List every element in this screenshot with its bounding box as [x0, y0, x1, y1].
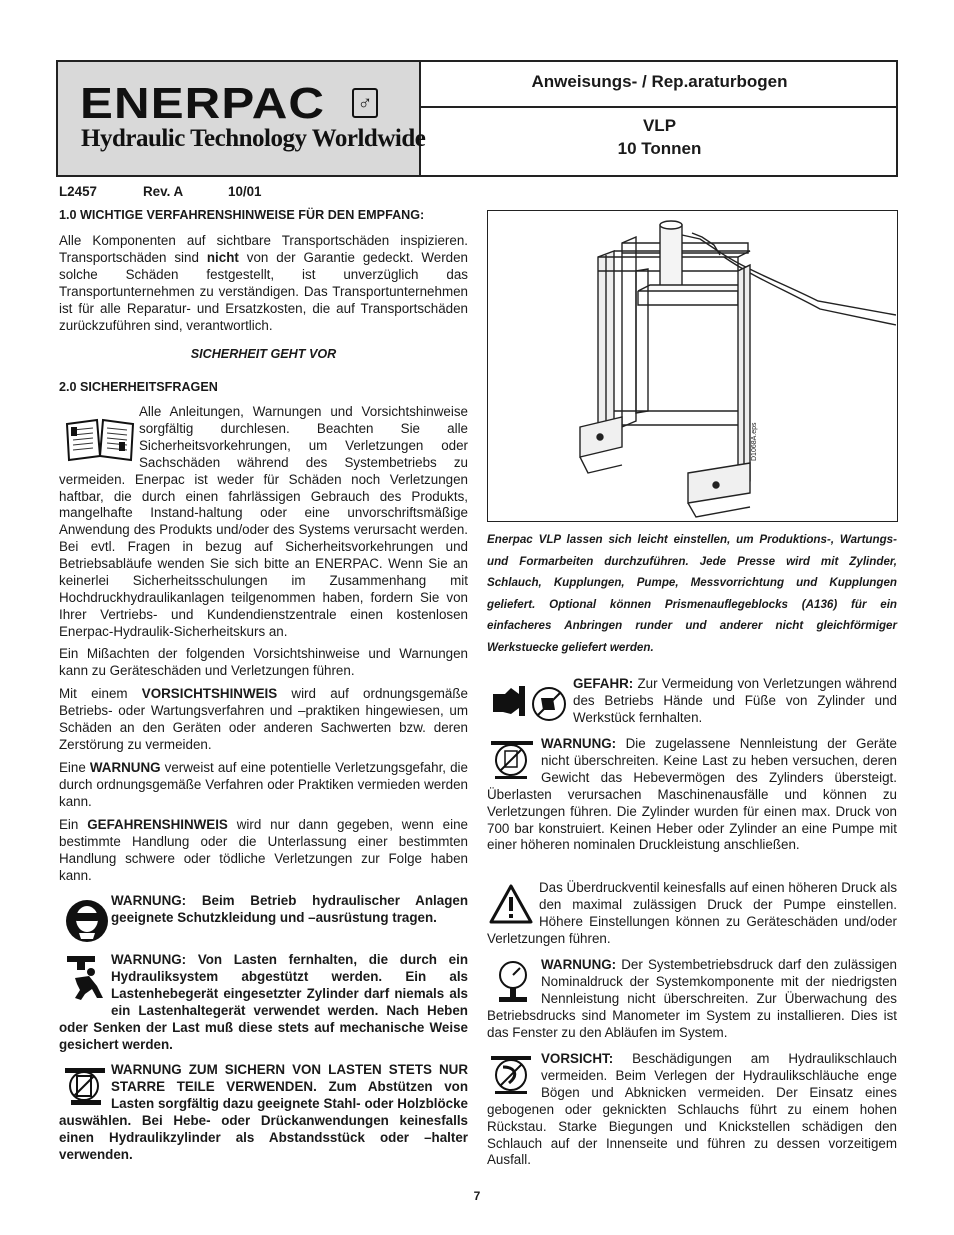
warning-triangle-icon — [487, 880, 539, 926]
section2-paragraph-4 — [59, 760, 468, 811]
section2-paragraph-3 — [59, 686, 468, 754]
warning-label: WARNUNG: — [541, 957, 617, 972]
text-run: wird nur dann gegeben, wenn eine bestimmte Handlung oder die Unterlassung einer bestimmten Handlung schwere oder tödliche Verletzungen zur Folge haben kann. — [59, 817, 468, 883]
pressure-gauge-icon — [487, 957, 541, 1005]
overload-icon — [487, 736, 541, 782]
text-emphasis: WARNUNG — [89, 760, 161, 775]
text-run: Eine — [59, 760, 90, 775]
warning-label: WARNUNG ZUM SICHERN VON LASTEN STETS NUR STARRE TEILE VERWENDEN. — [111, 1062, 468, 1094]
product-figure — [487, 210, 898, 522]
model-name: VLP — [642, 116, 677, 135]
text-run: wird auf ordnungsgemäße Betriebs- oder Wartungsverfahren und –praktiken hingewiesen, um Schäden an den Geräten oder anderen Sachwerten bzw. deren Zerstörung zu vermeiden. — [59, 686, 468, 752]
safety-first-banner: SICHERHEIT GEHT VOR — [190, 347, 337, 361]
warning-keep-away-loads — [59, 952, 468, 1053]
doc-date: 10/01 — [228, 184, 262, 199]
warning-protective-gear — [59, 893, 468, 943]
section2-paragraph-2: Ein Mißachten der folgenden Vorsichtshinweise und Warnungen kann zu Geräteschäden und Verletzungen führen. — [59, 646, 468, 678]
header-divider — [421, 106, 898, 108]
document-title: Anweisungs- / Rep.araturbogen — [531, 72, 788, 91]
section2-intro — [59, 404, 468, 641]
warning-text: Die zugelassene Nennleistung der Geräte nicht überschreiten. Keine Last zu heben versuchen, deren Gewicht das Hebevermögen des Zylinders übersteigt. Überlasten verursachen Maschinenausfälle und können zu Verletzungen führen. Die Zylinder wurden für einen max. Druck von 700 bar konstruiert. Keinen Heber oder Zylinder an eine Pumpe mit einer höheren nominalen Druckleistung anschließen. — [487, 736, 897, 853]
model-block — [421, 114, 898, 160]
figure-file-label: D1068A.eps — [751, 422, 758, 461]
text-run: verweist auf eine potentielle Verletzungsgefahr, die durch ordnungsgemäße Verfahren oder Praktiken vermieden werden kann. — [59, 760, 468, 809]
warning-label: WARNUNG: — [111, 893, 187, 908]
text-emphasis: VORSICHTSHINWEIS — [141, 686, 278, 701]
hand-crush-icon — [487, 676, 573, 726]
page-number: 7 — [473, 1189, 481, 1203]
manual-book-icon — [59, 404, 139, 464]
doc-id: L2457 — [59, 184, 97, 199]
section1-paragraph — [59, 233, 468, 334]
caution-hydraulic-hose — [487, 1051, 897, 1169]
warning-text: Zur Vermeidung von Verletzungen während des Betriebs Hände und Füße von Zylinder und Werkstück fernhalten. — [573, 676, 897, 725]
section2-paragraph-5 — [59, 817, 468, 885]
vlp-press-illustration — [488, 211, 896, 520]
section1-heading: 1.0 WICHTIGE VERFAHRENSHINWEISE FÜR DEN EMPFANG: — [59, 208, 425, 222]
doc-revision: Rev. A — [143, 184, 184, 199]
text-emphasis: GEFAHRENSHINWEIS — [87, 817, 228, 832]
warning-label: VORSICHT: — [541, 1051, 614, 1066]
warning-system-pressure — [487, 957, 897, 1042]
no-cylinder-support-icon — [59, 1062, 111, 1108]
figure-caption: Enerpac VLP lassen sich leicht einstellen, um Produktions-, Wartungs- und Formarbeiten durchzuführen. Jede Presse wird mit Zylinder, Schlauch, Kupplungen, Pumpe, Messvorrichtung und Kupplungen geliefert. Optional können Prismenauflegeblocks (A136) für ein einfacheres Anbringen runder und anderer nicht gleichförmiger Werkstuecke geliefert werden. — [487, 533, 897, 654]
text-run: von der Garantie gedeckt. Werden solche Schäden festgestellt, ist unverzüglich das Transportunternehmen zu verständigen. Das Transportunternehmen ist für alle Reparatur- und Ersatzkosten, die auf Transportschäden zurückzuführen sind, verantwortlich. — [59, 249, 469, 333]
section2-heading: 2.0 SICHERHEITSFRAGEN — [59, 380, 218, 394]
text-emphasis: nicht — [206, 249, 239, 265]
hose-kink-icon — [487, 1051, 541, 1097]
warning-rigid-supports — [59, 1062, 468, 1163]
warning-label: WARNUNG: — [541, 736, 617, 751]
warning-rated-capacity — [487, 736, 897, 854]
brand-logo: ENERPAC — [80, 79, 326, 128]
brand-tagline: Hydraulic Technology Worldwide — [81, 125, 426, 152]
warning-text: Das Überdruckventil keinesfalls auf einen höheren Druck als den maximal zulässigen Druck der Pumpe einstellen. Höhere Einstellungen können zu Geräteschäden und/oder Verletzungen führen. — [487, 880, 898, 946]
danger-hands-feet — [487, 676, 897, 727]
section2-paragraph-1: Alle Anleitungen, Warnungen und Vorsichtshinweise sorgfältig durchlesen. Beachten Sie alle Sicherheitsvorkehrungen, um Verletzungen oder Sachschäden während des Systembetriebs zu vermeiden. Enerpac ist weder für Schäden noch Verletzungen haftbar, die durch einen fahrlässigen Gebrauch des Produkts, mangelhafte Instand-haltung oder eine unvorschriftsmäßige Anwendung des Produkts und/oder des Systems verursacht werden. Bei evtl. Fragen in bezug auf Sicherheitsvorkehrungen und Betriebsabläufe wenden Sie sich bitte an ENERPAC. Wenn Sie an keinerlei Sicherheitsschulungen im Zusammenhang mit Hochdruckhydraulikanlagen teilgenommen haben, fordern Sie von Ihrer Vertriebs- und Kundendienstzentrale einen kostenlosen Enerpac-Hydraulik-Sicherheitskurs an. — [59, 404, 468, 639]
falling-load-icon — [59, 952, 111, 1004]
warning-label: WARNUNG: — [111, 952, 187, 967]
text-run: Alle Komponenten auf sichtbare Transportschäden inspizieren. Transportschäden sind — [59, 233, 468, 265]
text-run: Ein — [59, 817, 88, 832]
warning-text: Zum Abstützen von Lasten sorgfältig dazu geeignete Stahl- oder Holzblöcke auswählen. Bei Hebe- oder Drückanwendungen keinesfalls einen Hydraulikzylinder als Abstandsstück oder –halter verwenden. — [59, 1078, 469, 1162]
warning-relief-valve — [487, 880, 897, 948]
warning-text: Der Systembetriebsdruck darf den zulässigen Nominaldruck der Systemkomponente mit der niedrigsten Nennleistung nicht überschreiten. Zur Überwachung des Betriebsdrucks sind Manometer im System zu installieren. Dies ist das Fenster zu den Abläufen im System. — [487, 957, 897, 1040]
warning-text: Beschädigungen am Hydraulikschlauch vermeiden. Beim Verlegen der Hydraulikschläuche enge Bögen und Abknicken vermeiden. Der Einsatz eines gebogenen oder geknickten Schlauchs führt zu einem hohen Rückstau. Starke Biegungen und Knickstellen schädigen den Schlauch auf der Innenseite und führen zu dessen vorzeitigem Ausfall. — [487, 1051, 897, 1168]
safety-goggles-icon — [59, 893, 111, 943]
brand-mark-icon: ♂ — [352, 88, 378, 118]
warning-label: GEFAHR: — [573, 676, 634, 691]
text-run: Mit einem — [59, 686, 142, 701]
model-capacity: 10 Tonnen — [617, 139, 702, 158]
warning-text: Beim Betrieb hydraulischer Anlagen geeignete Schutzkleidung und –ausrüstung tragen. — [111, 893, 468, 925]
warning-text: Von Lasten fernhalten, die durch ein Hydrauliksystem abgestützt werden. Ein als Lastenhebegerät eingesetzter Zylinder darf niemals als ein Lastenhaltegerät verwendet werden. Nach Heben oder Senken der Last muß diese stets auf mechanische Weise gesichert werden. — [59, 952, 468, 1052]
